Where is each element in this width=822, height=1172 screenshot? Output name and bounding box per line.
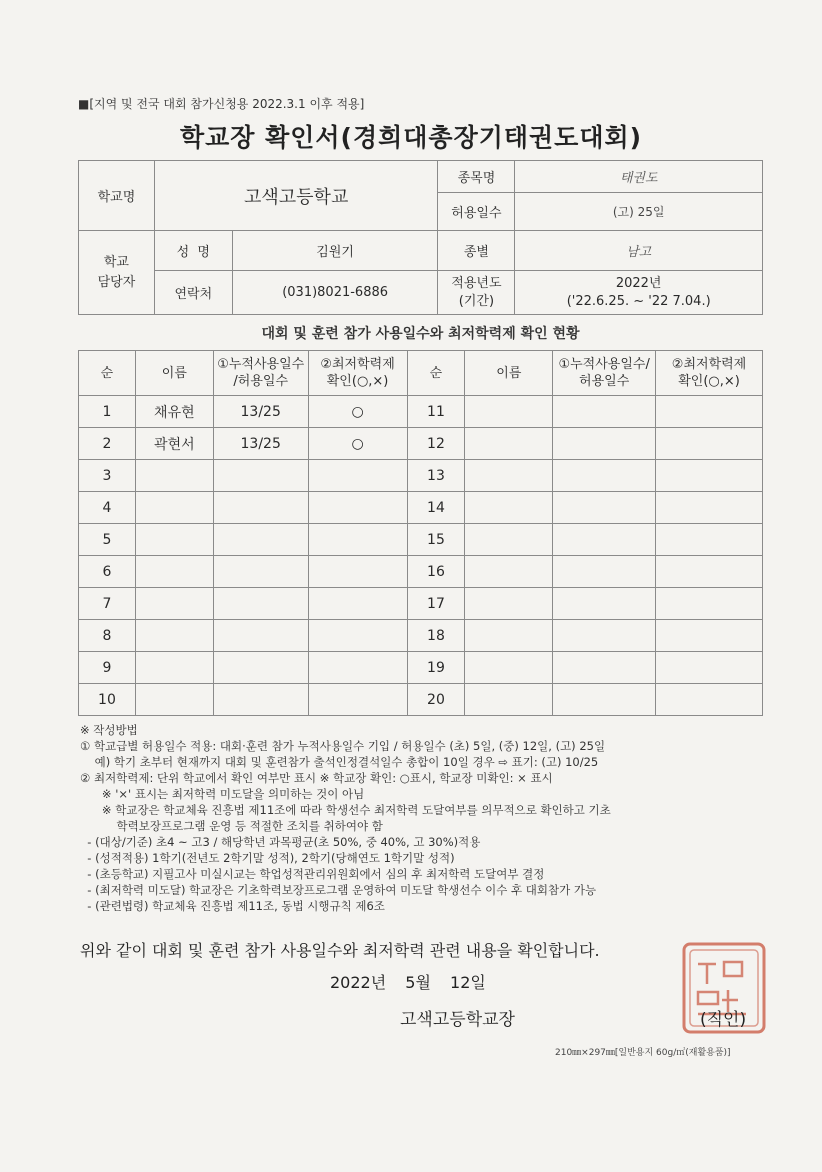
cell-used: [213, 684, 308, 716]
header-name: 이름: [135, 351, 213, 396]
cell-check: [308, 620, 407, 652]
cell-no2: 19: [407, 652, 465, 684]
cell-check2: [656, 652, 763, 684]
cell-used2: [553, 588, 656, 620]
cell-no: 4: [79, 492, 136, 524]
cell-used2: [553, 428, 656, 460]
cell-no2: 15: [407, 524, 465, 556]
cell-check: [308, 460, 407, 492]
confirm-text: 위와 같이 대회 및 훈련 참가 사용일수와 최저학력 관련 내용을 확인합니다.: [80, 941, 600, 960]
cell-name: [135, 588, 213, 620]
cell-name: [135, 652, 213, 684]
cell-check2: [656, 620, 763, 652]
notes-section: [80, 722, 780, 914]
cell-check2: [656, 588, 763, 620]
allowed-value: (고) 25일: [515, 193, 763, 231]
cell-no: 8: [79, 620, 136, 652]
status-body: [79, 396, 763, 716]
form-note: ■[지역 및 전국 대회 참가신청용 2022.3.1 이후 적용]: [78, 97, 365, 111]
year-cell: [515, 271, 763, 315]
signature-name: 고색고등학교장: [400, 1010, 515, 1030]
table-row: [79, 556, 763, 588]
contact-label: 연락처: [154, 271, 232, 315]
table-row: [79, 652, 763, 684]
cell-used: 13/25: [213, 396, 308, 428]
cell-no2: 16: [407, 556, 465, 588]
note-line: ※ '×' 표시는 최저학력 미도달을 의미하는 것이 아님: [80, 787, 365, 801]
cell-no2: 18: [407, 620, 465, 652]
gender-value: 남고: [515, 231, 763, 271]
header-check2: ②최저학력제 확인(○,×): [656, 351, 763, 396]
document-title: 학교장 확인서(경희대총장기태권도대회): [179, 123, 643, 152]
cell-name: [135, 556, 213, 588]
manager-label: 학교 담당자: [79, 231, 155, 315]
name-label: 성 명: [154, 231, 232, 271]
cell-no2: 14: [407, 492, 465, 524]
cell-no: 2: [79, 428, 136, 460]
cell-name: [135, 524, 213, 556]
status-caption: 대회 및 훈련 참가 사용일수와 최저학력제 확인 현황: [261, 326, 580, 342]
header-name2: 이름: [465, 351, 553, 396]
cell-used2: [553, 492, 656, 524]
cell-no: 6: [79, 556, 136, 588]
issue-date: [330, 970, 500, 993]
cell-check2: [656, 396, 763, 428]
cell-used2: [553, 620, 656, 652]
school-value: 고색고등학교: [154, 161, 438, 231]
note-line: - (관련법령) 학교체육 진흥법 제11조, 동법 시행규칙 제6조: [80, 899, 385, 913]
cell-check2: [656, 684, 763, 716]
cell-no2: 11: [407, 396, 465, 428]
cell-used: [213, 620, 308, 652]
header-check: ②최저학력제 확인(○,×): [308, 351, 407, 396]
cell-check: [308, 684, 407, 716]
cell-name: 채유현: [135, 396, 213, 428]
info-table: [78, 160, 763, 315]
cell-used: [213, 588, 308, 620]
cell-check: [308, 588, 407, 620]
note-line: 학력보장프로그램 운영 등 적절한 조치를 취하여야 함: [80, 819, 383, 833]
cell-name2: [465, 556, 553, 588]
event-label: 종목명: [438, 161, 515, 193]
header-used2: ①누적사용일수/ 허용일수: [553, 351, 656, 396]
cell-check: [308, 492, 407, 524]
cell-no: 10: [79, 684, 136, 716]
name-value: 김원기: [232, 231, 438, 271]
cell-check2: [656, 428, 763, 460]
table-row: [79, 460, 763, 492]
school-label: 학교명: [79, 161, 155, 231]
cell-no: 7: [79, 588, 136, 620]
note-line: ① 학교급별 허용일수 적용: 대회·훈련 참가 누적사용일수 기입 / 허용일수 (초) 5일, (중) 12일, (고) 25일: [80, 739, 606, 753]
cell-no: 1: [79, 396, 136, 428]
period-value: ('22.6.25. ~ '22 7.04.): [566, 293, 711, 309]
cell-used2: [553, 652, 656, 684]
cell-used2: [553, 684, 656, 716]
cell-used: [213, 460, 308, 492]
cell-no2: 13: [407, 460, 465, 492]
cell-check: [308, 556, 407, 588]
note-line: 예) 학기 초부터 현재까지 대회 및 훈련참가 출석인정결석일수 총합이 10일 경우 ⇨ 표기: (고) 10/25: [80, 755, 599, 769]
header-no2: 순: [407, 351, 465, 396]
cell-used: [213, 492, 308, 524]
cell-check: ○: [308, 396, 407, 428]
cell-name2: [465, 460, 553, 492]
note-line: - (성적적용) 1학기(전년도 2학기말 성적), 2학기(당해연도 1학기말 성적): [80, 851, 455, 865]
note-line: - (최저학력 미도달) 학교장은 기초학력보장프로그램 운영하여 미도달 학생선수 이수 후 대회참가 가능: [80, 883, 597, 897]
cell-no: 9: [79, 652, 136, 684]
note-line: ※ 작성방법: [80, 723, 138, 737]
cell-used2: [553, 396, 656, 428]
year-label: 적용년도 (기간): [438, 271, 515, 315]
cell-name2: [465, 396, 553, 428]
paper-spec: 210㎜×297㎜[일반용지 60g/㎡(재활용품)]: [555, 1048, 731, 1058]
cell-check: [308, 524, 407, 556]
date-year: 2022년: [330, 973, 387, 992]
cell-name2: [465, 652, 553, 684]
header-no: 순: [79, 351, 136, 396]
event-value: 태권도: [515, 161, 763, 193]
cell-name2: [465, 524, 553, 556]
cell-name: [135, 460, 213, 492]
cell-check: [308, 652, 407, 684]
cell-used: [213, 652, 308, 684]
cell-check2: [656, 492, 763, 524]
cell-no: 3: [79, 460, 136, 492]
cell-used2: [553, 524, 656, 556]
cell-name2: [465, 588, 553, 620]
cell-used: [213, 524, 308, 556]
table-row: [79, 524, 763, 556]
contact-value: (031)8021-6886: [232, 271, 438, 315]
table-row: [79, 428, 763, 460]
cell-name: [135, 492, 213, 524]
cell-check: ○: [308, 428, 407, 460]
cell-used: [213, 556, 308, 588]
cell-used2: [553, 460, 656, 492]
note-line: - (초등학교) 지필고사 미실시교는 학업성적관리위원회에서 심의 후 최저학력 도달여부 결정: [80, 867, 545, 881]
cell-no2: 20: [407, 684, 465, 716]
note-line: - (대상/기준) 초4 ~ 고3 / 해당학년 과목평균(초 50%, 중 40%, 고 30%)적용: [80, 835, 481, 849]
date-month: 5월: [405, 973, 431, 992]
note-line: ※ 학교장은 학교체육 진흥법 제11조에 따라 학생선수 최저학력 도달여부를 의무적으로 확인하고 기초: [80, 803, 611, 817]
year-value: 2022년: [615, 275, 662, 291]
cell-name2: [465, 428, 553, 460]
cell-name: 곽현서: [135, 428, 213, 460]
status-table: [78, 350, 763, 716]
cell-no2: 17: [407, 588, 465, 620]
status-header-row: [79, 351, 763, 396]
note-line: ② 최저학력제: 단위 학교에서 확인 여부만 표시 ※ 학교장 확인: ○표시, 학교장 미확인: × 표시: [80, 771, 553, 785]
cell-name2: [465, 620, 553, 652]
cell-check2: [656, 524, 763, 556]
cell-name: [135, 620, 213, 652]
cell-no: 5: [79, 524, 136, 556]
gender-label: 종별: [438, 231, 515, 271]
seal-label: (직인): [700, 1010, 747, 1030]
table-row: [79, 588, 763, 620]
cell-no2: 12: [407, 428, 465, 460]
cell-name2: [465, 684, 553, 716]
table-row: [79, 684, 763, 716]
table-row: [79, 396, 763, 428]
cell-check2: [656, 460, 763, 492]
table-row: [79, 620, 763, 652]
cell-name: [135, 684, 213, 716]
date-day: 12일: [450, 973, 486, 992]
table-row: [79, 492, 763, 524]
header-used: ①누적사용일수 /허용일수: [213, 351, 308, 396]
cell-used2: [553, 556, 656, 588]
cell-used: 13/25: [213, 428, 308, 460]
cell-check2: [656, 556, 763, 588]
cell-name2: [465, 492, 553, 524]
allowed-label: 허용일수: [438, 193, 515, 231]
